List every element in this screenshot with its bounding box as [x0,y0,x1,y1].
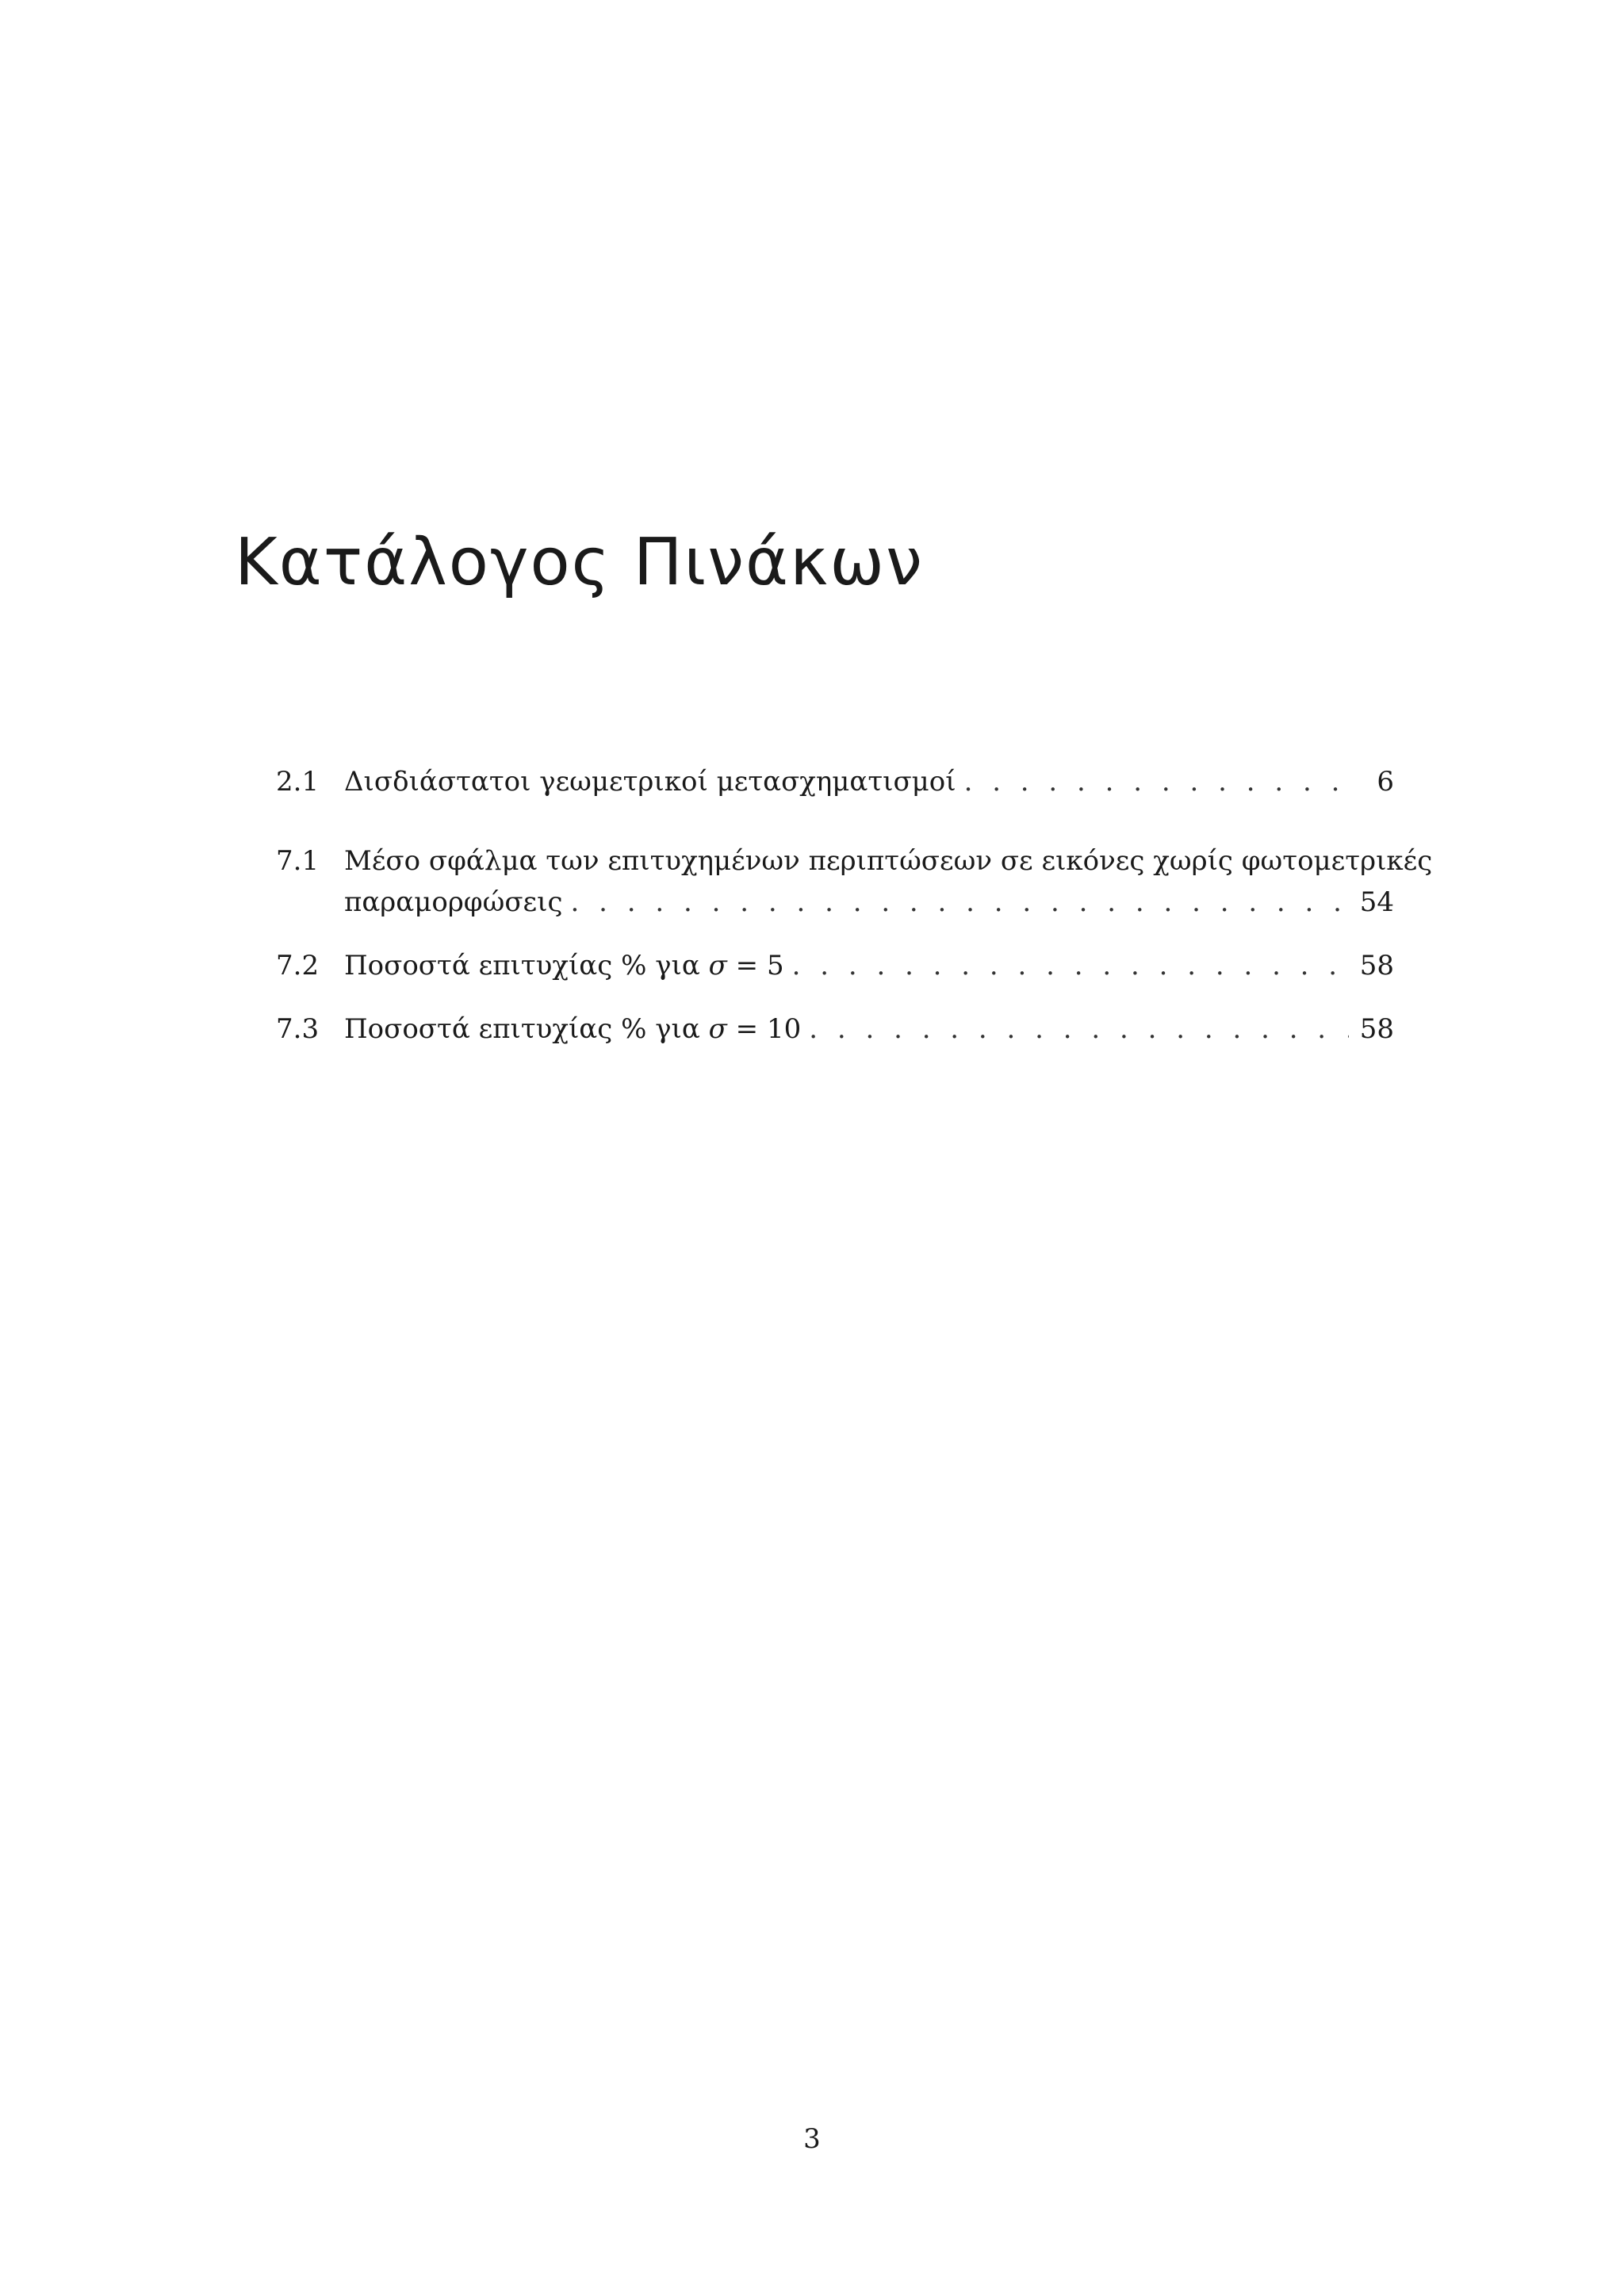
sigma-symbol: σ [708,950,727,982]
toc-entry-title-line2: παραμορφώσεις [344,886,563,918]
math-expression: = 5 [726,950,784,982]
page-title: Κατάλογος Πινάκων [235,525,924,600]
toc-entry-7-1[interactable] [276,840,1433,923]
sigma-symbol: σ [708,1013,727,1045]
math-expression: = 10 [726,1013,802,1045]
toc-entry-number: 7.2 [276,950,320,982]
toc-entry-title: Ποσοστά επιτυχίας % για σ = 5 [344,950,784,982]
toc-entry-7-2[interactable] [276,945,1394,986]
toc-entry-7-3[interactable] [276,1008,1394,1050]
list-of-tables [276,761,1433,1050]
dot-leader [571,882,1349,923]
toc-entry-title: Ποσοστά επιτυχίας % για σ = 10 [344,1013,802,1045]
dot-leader [809,1008,1349,1050]
dot-leader [792,945,1349,986]
dot-leader [964,761,1351,802]
page-number: 3 [803,2123,821,2155]
toc-entry-title: Δισδιάστατοι γεωμετρικοί μετασχηματισμοί [344,766,956,798]
toc-entry-page: 58 [1359,1013,1394,1045]
toc-entry-2-1[interactable] [276,761,1394,802]
toc-entry-number: 2.1 [276,766,320,798]
toc-entry-title-line1: Μέσο σφάλμα των επιτυχημένων περιπτώσεων σε εικόνες χωρίς φωτομετρικές [344,845,1433,877]
toc-entry-page: 6 [1377,766,1394,798]
toc-entry-page: 58 [1359,950,1394,982]
toc-entry-number: 7.1 [276,845,320,877]
toc-entry-number: 7.3 [276,1013,320,1045]
toc-entry-page: 54 [1359,886,1394,918]
